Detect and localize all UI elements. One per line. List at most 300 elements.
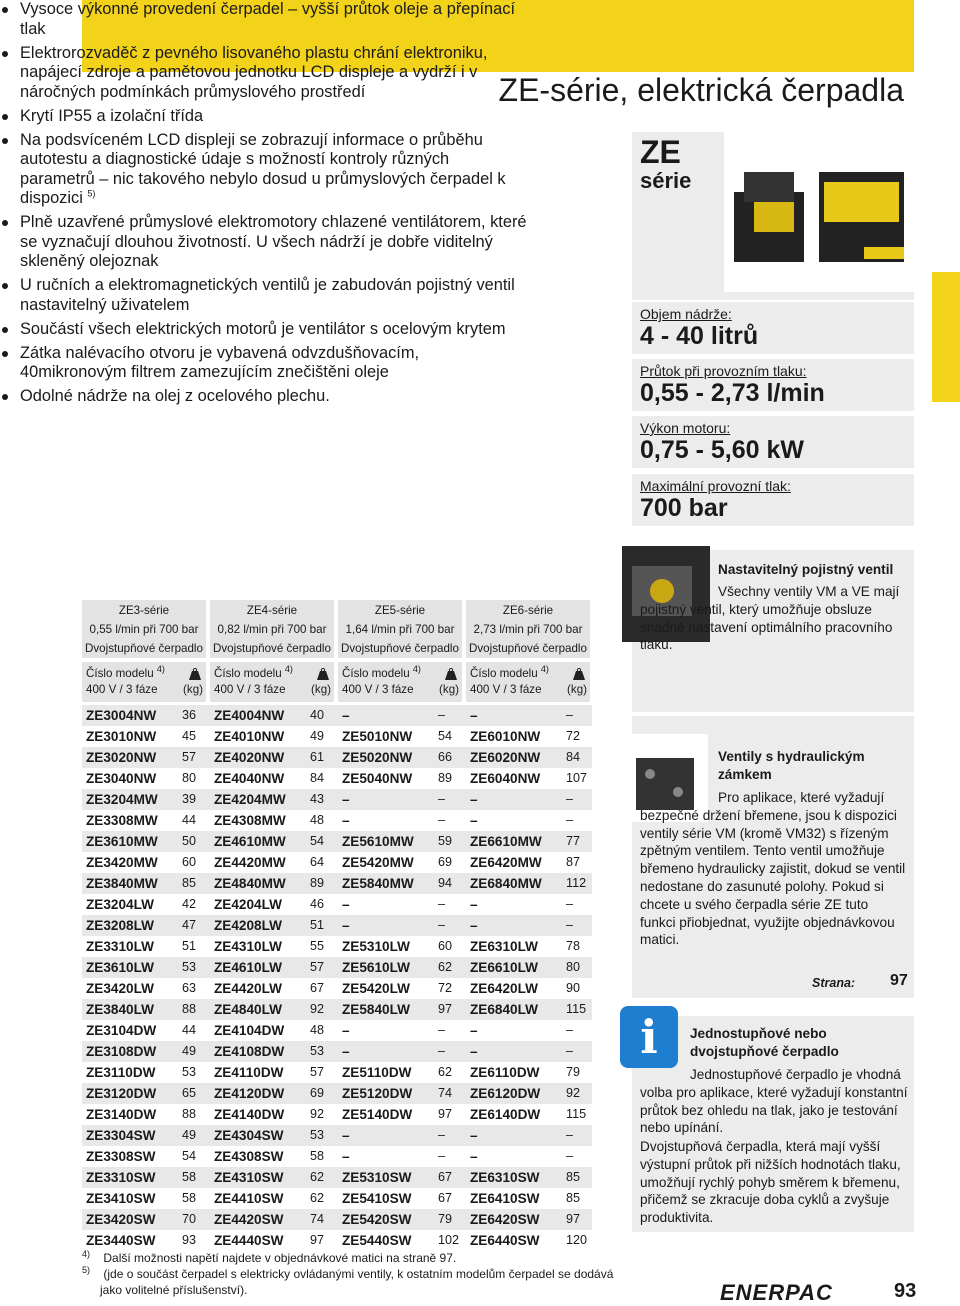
weight-value: 78 xyxy=(566,939,581,953)
model-sup: 4) xyxy=(284,664,293,675)
series-name: ZE xyxy=(640,134,681,170)
feature-item: Elektrorozvaděč z pevného lisovaného plastu chrání elektroniku, napájecí zdroje a pamětovou jednotku LCD displeje a vydrží i v náročných podmínkách průmyslového prostředí xyxy=(0,44,528,103)
weight-value: 62 xyxy=(438,960,453,974)
weight-value: – xyxy=(566,897,574,911)
model-number: ZE5010NW xyxy=(342,729,413,744)
model-number: ZE5310LW xyxy=(342,939,410,954)
table-row xyxy=(82,915,592,936)
model-number: – xyxy=(470,813,478,828)
weight-value: 62 xyxy=(438,1065,453,1079)
kg-label: (kg) xyxy=(567,683,587,696)
model-number: ZE3610MW xyxy=(86,834,158,849)
series-header-type: Dvojstupňové čerpadlo xyxy=(469,642,587,655)
model-number: ZE6010NW xyxy=(470,729,541,744)
table-row xyxy=(82,978,592,999)
weight-value: 60 xyxy=(438,939,453,953)
weight-value: – xyxy=(438,792,446,806)
model-sup: 4) xyxy=(412,664,421,675)
voltage-label: 400 V / 3 fáze xyxy=(214,683,286,696)
model-number: ZE4020NW xyxy=(214,750,285,765)
table-row xyxy=(82,1167,592,1188)
model-number: ZE4410SW xyxy=(214,1191,284,1206)
model-number: ZE3410SW xyxy=(86,1191,156,1206)
weight-value: 92 xyxy=(566,1086,581,1100)
model-label: Číslo modelu xyxy=(470,667,538,680)
weight-value: 40 xyxy=(310,708,325,722)
weight-value: 84 xyxy=(566,750,581,764)
weight-value: – xyxy=(438,708,446,722)
feature-item: Odolné nádrže na olej z ocelového plechu. xyxy=(0,387,528,407)
weight-value: 66 xyxy=(438,750,453,764)
table-row xyxy=(82,831,592,852)
weight-value: 79 xyxy=(566,1065,581,1079)
model-number: – xyxy=(470,897,478,912)
series-header-name: ZE3-série xyxy=(118,604,170,617)
weight-value: 97 xyxy=(566,1212,581,1226)
model-number: ZE6420SW xyxy=(470,1212,540,1227)
weight-value: 49 xyxy=(182,1128,197,1142)
weight-icon xyxy=(188,668,202,680)
model-number: ZE5410SW xyxy=(342,1191,412,1206)
model-number: ZE3204MW xyxy=(86,792,158,807)
model-number: ZE3308MW xyxy=(86,813,158,828)
model-header xyxy=(466,662,590,702)
spec-value: 4 - 40 litrů xyxy=(640,322,759,350)
model-number: ZE4004NW xyxy=(214,708,285,723)
weight-value: 115 xyxy=(566,1002,587,1016)
weight-value: 92 xyxy=(310,1107,325,1121)
page-title: ZE-série, elektrická čerpadla xyxy=(498,72,904,108)
weight-value: 115 xyxy=(566,1107,587,1121)
table-row xyxy=(82,726,592,747)
model-number: ZE3010NW xyxy=(86,729,157,744)
model-number: – xyxy=(342,708,350,723)
model-header xyxy=(210,662,334,702)
table-row xyxy=(82,873,592,894)
model-number: ZE4308MW xyxy=(214,813,286,828)
weight-value: 58 xyxy=(182,1170,197,1184)
model-number: ZE5110DW xyxy=(342,1065,412,1080)
table-row xyxy=(82,810,592,831)
weight-value: – xyxy=(566,792,574,806)
box-text: Všechny ventily VM a VE mají pojistný ventil, který umožňuje obsluze snadné nastavení optimálního pracovního tlaku. xyxy=(640,584,900,653)
table-row xyxy=(82,1041,592,1062)
series-header-name: ZE6-série xyxy=(502,604,554,617)
model-number: ZE4420LW xyxy=(214,981,282,996)
weight-value: 58 xyxy=(310,1149,325,1163)
model-sup: 4) xyxy=(540,664,549,675)
weight-value: – xyxy=(566,1149,574,1163)
model-number: – xyxy=(470,708,478,723)
weight-value: 93 xyxy=(182,1233,197,1247)
feature-item: U ručních a elektromagnetických ventilů je zabudován pojistný ventil nastavitelný uživatelem xyxy=(0,276,528,315)
weight-icon xyxy=(444,668,458,680)
page-number: 93 xyxy=(894,1280,917,1302)
series-header-flow: 2,73 l/min při 700 bar xyxy=(473,623,583,636)
weight-value: – xyxy=(438,1149,446,1163)
model-number: ZE4120DW xyxy=(214,1086,285,1101)
model-number: ZE4610MW xyxy=(214,834,286,849)
model-number: ZE5040NW xyxy=(342,771,413,786)
model-number: ZE4310LW xyxy=(214,939,282,954)
box-title: Jednostupňové nebo dvojstupňové čerpadlo xyxy=(690,1026,839,1059)
model-number: ZE4208LW xyxy=(214,918,282,933)
model-number: ZE6610MW xyxy=(470,834,542,849)
model-number: ZE3308SW xyxy=(86,1149,156,1164)
model-number: ZE3104DW xyxy=(86,1023,157,1038)
spec-value: 700 bar xyxy=(640,494,728,522)
table-row xyxy=(82,936,592,957)
weight-value: – xyxy=(566,708,574,722)
footnote-4: $^{4)}$ Další možnosti napětí najdete v objednávkové matici na straně 97. xyxy=(82,1249,457,1265)
model-number: – xyxy=(342,813,350,828)
model-number: ZE5610MW xyxy=(342,834,414,849)
weight-icon xyxy=(572,668,586,680)
weight-value: 89 xyxy=(310,876,325,890)
weight-value: 97 xyxy=(438,1002,453,1016)
model-label: Číslo modelu xyxy=(214,667,282,680)
model-number: ZE3110DW xyxy=(86,1065,156,1080)
model-number: ZE4104DW xyxy=(214,1023,285,1038)
enerpac-logo: ENERPAC xyxy=(720,1280,833,1305)
model-number: ZE5420MW xyxy=(342,855,414,870)
model-number: ZE5420LW xyxy=(342,981,410,996)
model-number: ZE6020NW xyxy=(470,750,541,765)
kg-label: (kg) xyxy=(183,683,203,696)
model-number: ZE3840MW xyxy=(86,876,158,891)
model-number: ZE3204LW xyxy=(86,897,154,912)
table-row xyxy=(82,1083,592,1104)
weight-value: 55 xyxy=(310,939,325,953)
model-number: – xyxy=(342,792,350,807)
spec-value: 0,75 - 5,60 kW xyxy=(640,436,804,464)
feature-list xyxy=(0,0,528,407)
weight-value: 90 xyxy=(566,981,581,995)
model-number: ZE6840LW xyxy=(470,1002,538,1017)
weight-value: 50 xyxy=(182,834,197,848)
model-number: – xyxy=(342,918,350,933)
weight-value: 120 xyxy=(566,1233,588,1247)
model-number: ZE6440SW xyxy=(470,1233,540,1248)
model-number: – xyxy=(470,1044,478,1059)
weight-value: 47 xyxy=(182,918,197,932)
model-number: ZE4304SW xyxy=(214,1128,284,1143)
weight-value: 43 xyxy=(310,792,325,806)
weight-value: 72 xyxy=(566,729,581,743)
series-header-flow: 0,82 l/min při 700 bar xyxy=(217,623,327,636)
weight-value: 61 xyxy=(310,750,325,764)
weight-value: 53 xyxy=(310,1044,325,1058)
model-number: ZE5840LW xyxy=(342,1002,410,1017)
model-number: ZE3610LW xyxy=(86,960,154,975)
model-number: ZE3004NW xyxy=(86,708,157,723)
weight-value: 87 xyxy=(566,855,581,869)
model-number: ZE3020NW xyxy=(86,750,157,765)
box-text: Dvojstupňová čerpadla, která mají vyšší výstupní průtok při nižších hodnotách tlaku, umožňují rychlý pohyb směrem k břemenu, přičemž se zkracuje doba cyklů a zvyšuje produktivita. xyxy=(640,1139,901,1226)
weight-value: – xyxy=(438,918,446,932)
weight-value: 97 xyxy=(438,1107,453,1121)
weight-value: 69 xyxy=(310,1086,325,1100)
weight-value: 45 xyxy=(182,729,197,743)
spec-value: 0,55 - 2,73 l/min xyxy=(640,379,825,407)
table-row xyxy=(82,1020,592,1041)
weight-value: 54 xyxy=(182,1149,197,1163)
weight-value: 74 xyxy=(310,1212,325,1226)
model-number: ZE4420MW xyxy=(214,855,286,870)
weight-value: 57 xyxy=(182,750,197,764)
series-header xyxy=(466,600,590,658)
weight-value: 54 xyxy=(310,834,325,848)
weight-value: – xyxy=(438,1023,446,1037)
series-header xyxy=(210,600,334,658)
weight-value: 57 xyxy=(310,1065,325,1079)
series-header-type: Dvojstupňové čerpadlo xyxy=(85,642,203,655)
weight-value: 44 xyxy=(182,813,197,827)
weight-value: 85 xyxy=(566,1170,581,1184)
weight-value: 80 xyxy=(566,960,581,974)
table-row xyxy=(82,1146,592,1167)
model-number: ZE3040NW xyxy=(86,771,157,786)
table-row xyxy=(82,1125,592,1146)
weight-value: 53 xyxy=(310,1128,325,1142)
model-number: ZE3208LW xyxy=(86,918,154,933)
series-header xyxy=(82,600,206,658)
table-row xyxy=(82,789,592,810)
series-header-type: Dvojstupňové čerpadlo xyxy=(213,642,331,655)
table-row xyxy=(82,1230,592,1251)
voltage-label: 400 V / 3 fáze xyxy=(342,683,414,696)
model-number: ZE4840MW xyxy=(214,876,286,891)
model-number: ZE4040NW xyxy=(214,771,285,786)
feature-item: Součástí všech elektrických motorů je ventilátor s ocelovým krytem xyxy=(0,320,528,340)
model-number: ZE5440SW xyxy=(342,1233,412,1248)
table-row xyxy=(82,768,592,789)
spec-label: Výkon motoru: xyxy=(640,420,731,436)
weight-value: 44 xyxy=(182,1023,197,1037)
model-number: – xyxy=(342,1023,350,1038)
model-number: ZE6040NW xyxy=(470,771,541,786)
model-number: ZE4440SW xyxy=(214,1233,284,1248)
model-number: – xyxy=(470,918,478,933)
weight-value: 62 xyxy=(310,1170,325,1184)
model-number: – xyxy=(342,1149,350,1164)
table-row xyxy=(82,852,592,873)
model-number: – xyxy=(342,897,350,912)
table-row xyxy=(82,894,592,915)
series-header xyxy=(338,600,462,658)
weight-value: 107 xyxy=(566,771,588,785)
model-number: ZE6140DW xyxy=(470,1107,541,1122)
model-number: ZE4140DW xyxy=(214,1107,285,1122)
model-number: ZE6310SW xyxy=(470,1170,540,1185)
weight-value: 84 xyxy=(310,771,325,785)
weight-value: 59 xyxy=(438,834,453,848)
model-number: ZE4108DW xyxy=(214,1044,285,1059)
model-number: – xyxy=(470,792,478,807)
box-title: Ventily s hydraulickým zámkem xyxy=(718,749,865,782)
info-icon: i xyxy=(620,1006,678,1068)
box-title: Nastavitelný pojistný ventil xyxy=(718,562,894,577)
model-number: ZE6610LW xyxy=(470,960,538,975)
weight-icon xyxy=(316,668,330,680)
model-number: – xyxy=(342,1128,350,1143)
spec-label: Maximální provozní tlak: xyxy=(640,478,791,494)
weight-value: 51 xyxy=(310,918,325,932)
side-tab xyxy=(932,272,960,402)
weight-value: 94 xyxy=(438,876,453,890)
model-number: ZE3420LW xyxy=(86,981,154,996)
model-number: ZE4204LW xyxy=(214,897,282,912)
model-number: ZE4610LW xyxy=(214,960,282,975)
model-number: ZE5140DW xyxy=(342,1107,413,1122)
feature-item: Krytí IP55 a izolační třída xyxy=(0,107,528,127)
voltage-label: 400 V / 3 fáze xyxy=(470,683,542,696)
weight-value: 65 xyxy=(182,1086,197,1100)
weight-value: 69 xyxy=(438,855,453,869)
weight-value: 88 xyxy=(182,1002,197,1016)
weight-value: 60 xyxy=(182,855,197,869)
series-sub: série xyxy=(640,168,692,193)
model-number: ZE5310SW xyxy=(342,1170,412,1185)
model-number: – xyxy=(342,1044,350,1059)
weight-value: – xyxy=(566,1023,574,1037)
model-number: ZE5420SW xyxy=(342,1212,412,1227)
model-number: ZE5020NW xyxy=(342,750,413,765)
model-header xyxy=(338,662,462,702)
feature-item: Na podsvíceném LCD displeji se zobrazují informace o průběhu autotestu a diagnostické údaje s možností kontroly různých parametrů – nic takového nebylo dosud u průmyslových čerpadel k dispozici $^{5)}$ xyxy=(0,131,528,209)
weight-value: – xyxy=(438,1044,446,1058)
table-row xyxy=(82,747,592,768)
weight-value: 53 xyxy=(182,1065,197,1079)
model-number: ZE4204MW xyxy=(214,792,286,807)
model-number: ZE5610LW xyxy=(342,960,410,975)
model-number: ZE4840LW xyxy=(214,1002,282,1017)
box-text: Pro aplikace, které vyžadují bezpečné držení břemene, jsou k dispozici ventily série VM (kromě VM32) s řízeným zpětným ventilem. Tento ventil umožňuje břemeno hydraulicky zajistit, dokud se ventil nedostane do zasunuté polohy. Pokud si chcete u svého čerpadla série ZE tuto funkci přiobjednat, využijte objednávkovou matici. xyxy=(640,790,906,948)
weight-value: 36 xyxy=(182,708,197,722)
model-number: ZE3310LW xyxy=(86,939,154,954)
weight-value: 62 xyxy=(310,1191,325,1205)
series-header-type: Dvojstupňové čerpadlo xyxy=(341,642,459,655)
model-sup: 4) xyxy=(156,664,165,675)
model-number: ZE4420SW xyxy=(214,1212,284,1227)
feature-item: Vysoce výkonné provedení čerpadel – vyšší průtok oleje a přepínací tlak xyxy=(0,0,528,39)
model-number: ZE4308SW xyxy=(214,1149,284,1164)
model-number: – xyxy=(470,1023,478,1038)
weight-value: 42 xyxy=(182,897,197,911)
model-number: ZE3304SW xyxy=(86,1128,156,1143)
model-number: ZE6310LW xyxy=(470,939,538,954)
weight-value: 74 xyxy=(438,1086,453,1100)
weight-value: 85 xyxy=(566,1191,581,1205)
weight-value: 51 xyxy=(182,939,197,953)
model-number: ZE3108DW xyxy=(86,1044,157,1059)
weight-value: 57 xyxy=(310,960,325,974)
weight-value: 77 xyxy=(566,834,581,848)
model-number: ZE4010NW xyxy=(214,729,285,744)
weight-value: 53 xyxy=(182,960,197,974)
weight-value: 49 xyxy=(310,729,325,743)
table-row xyxy=(82,1062,592,1083)
weight-value: – xyxy=(438,813,446,827)
weight-value: 70 xyxy=(182,1212,197,1226)
model-number: ZE4110DW xyxy=(214,1065,284,1080)
model-number: ZE3440SW xyxy=(86,1233,156,1248)
model-number: ZE3120DW xyxy=(86,1086,157,1101)
model-number: ZE4310SW xyxy=(214,1170,284,1185)
weight-value: 97 xyxy=(310,1233,325,1247)
voltage-label: 400 V / 3 fáze xyxy=(86,683,158,696)
table-row xyxy=(82,999,592,1020)
weight-value: 54 xyxy=(438,729,453,743)
weight-value: 88 xyxy=(182,1107,197,1121)
model-number: ZE5840MW xyxy=(342,876,414,891)
weight-value: – xyxy=(566,813,574,827)
weight-value: 92 xyxy=(310,1002,325,1016)
table-row xyxy=(82,705,592,726)
weight-value: 80 xyxy=(182,771,197,785)
model-number: ZE6840MW xyxy=(470,876,542,891)
weight-value: 67 xyxy=(438,1170,453,1184)
model-label: Číslo modelu xyxy=(342,667,410,680)
weight-value: 79 xyxy=(438,1212,453,1226)
model-number: ZE6420LW xyxy=(470,981,538,996)
model-number: ZE6410SW xyxy=(470,1191,540,1206)
model-number: – xyxy=(470,1128,478,1143)
series-header-name: ZE5-série xyxy=(374,604,426,617)
weight-value: 64 xyxy=(310,855,325,869)
table-row xyxy=(82,1209,592,1230)
model-number: ZE3420MW xyxy=(86,855,158,870)
kg-label: (kg) xyxy=(311,683,331,696)
model-number: ZE3140DW xyxy=(86,1107,157,1122)
feature-item: Plně uzavřené průmyslové elektromotory chlazené ventilátorem, které se vyznačují dlouhou životností. U všech nádrží je dobře viditelný skleněný olejoznak xyxy=(0,213,528,272)
model-number: ZE3840LW xyxy=(86,1002,154,1017)
table-row xyxy=(82,1188,592,1209)
spec-label: Objem nádrže: xyxy=(640,306,732,322)
strana-page: 97 xyxy=(890,972,908,989)
weight-value: 67 xyxy=(438,1191,453,1205)
weight-value: 67 xyxy=(310,981,325,995)
series-header-flow: 1,64 l/min při 700 bar xyxy=(345,623,455,636)
weight-value: – xyxy=(438,897,446,911)
model-number: ZE6420MW xyxy=(470,855,542,870)
weight-value: – xyxy=(566,1044,574,1058)
footnote-5: $^{5)}$ (jde o součást čerpadel s elektricky ovládanými ventily, k ostatním modelům čerpadel se dodává jako volitelné příslušenství). xyxy=(82,1265,614,1297)
model-number: ZE3310SW xyxy=(86,1170,156,1185)
weight-value: 89 xyxy=(438,771,453,785)
weight-value: 48 xyxy=(310,1023,325,1037)
model-number: ZE5120DW xyxy=(342,1086,413,1101)
model-number: ZE6110DW xyxy=(470,1065,540,1080)
table-row xyxy=(82,1104,592,1125)
feature-item: Zátka nalévacího otvoru je vybavená odvzdušňovacím, 40mikronovým filtrem zamezujícím znečištěni oleje xyxy=(0,344,528,383)
table-row xyxy=(82,957,592,978)
model-number: – xyxy=(470,1149,478,1164)
series-header-flow: 0,55 l/min při 700 bar xyxy=(89,623,199,636)
strana-label: Strana: xyxy=(812,976,856,990)
weight-value: 112 xyxy=(566,876,587,890)
weight-value: 58 xyxy=(182,1191,197,1205)
pump-photo xyxy=(724,132,914,292)
model-header xyxy=(82,662,206,702)
model-number: ZE6120DW xyxy=(470,1086,541,1101)
weight-value: 39 xyxy=(182,792,197,806)
weight-value: – xyxy=(566,1128,574,1142)
model-label: Číslo modelu xyxy=(86,667,154,680)
spec-label: Průtok při provozním tlaku: xyxy=(640,363,807,379)
weight-value: 48 xyxy=(310,813,325,827)
weight-value: 85 xyxy=(182,876,197,890)
